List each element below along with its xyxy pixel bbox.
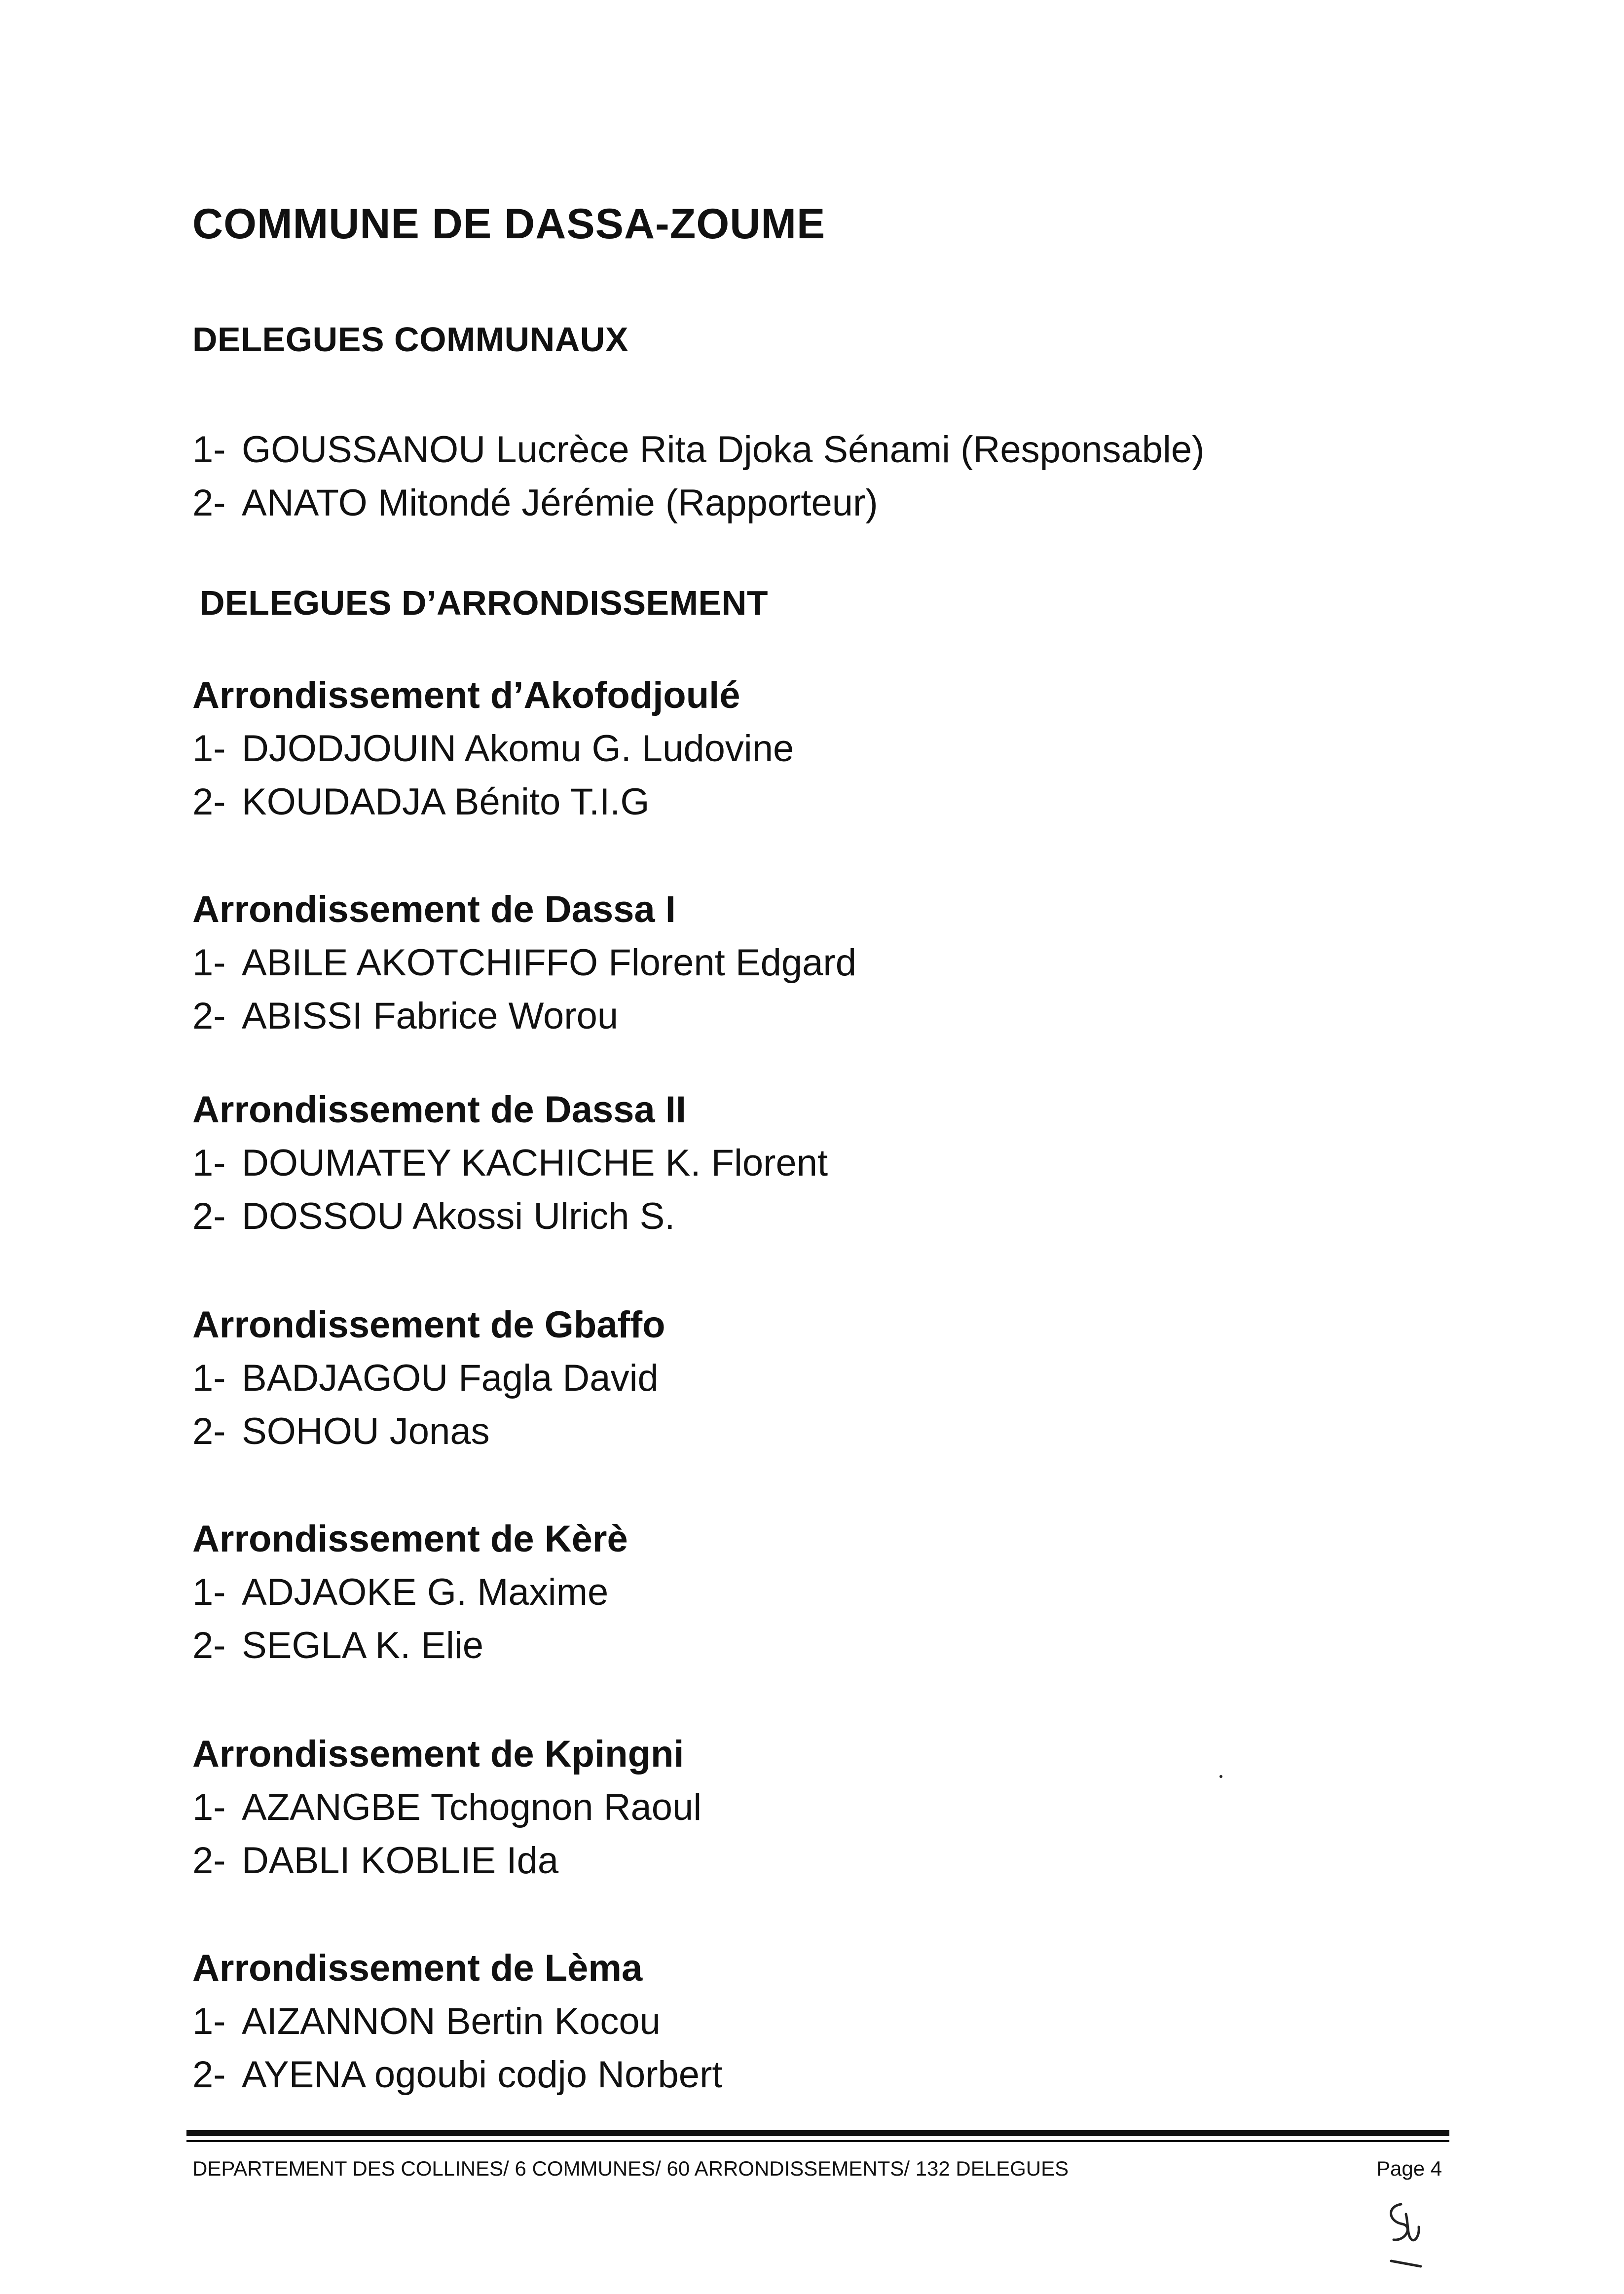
list-item: 1- BADJAGOU Fagla David <box>192 1357 659 1399</box>
list-item: 2- ABISSI Fabrice Worou <box>192 995 619 1037</box>
section-kpingni <box>192 1728 701 1887</box>
list-item: 1- GOUSSANOU Lucrèce Rita Djoka Sénami (Responsable) <box>192 429 1205 471</box>
section-title: Arrondissement d’Akofodjoulé <box>192 674 740 716</box>
arrondissement-delegates-heading: DELEGUES D’ARRONDISSEMENT <box>200 584 769 622</box>
page-number: Page 4 <box>1376 2157 1442 2180</box>
list-item: 2- SEGLA K. Elie <box>192 1625 484 1666</box>
footer-divider-thin <box>186 2140 1449 2142</box>
section-title: Arrondissement de Dassa I <box>192 888 676 930</box>
list-item: 1- ADJAOKE G. Maxime <box>192 1571 609 1613</box>
list-item: 2- SOHOU Jonas <box>192 1410 490 1452</box>
stray-mark <box>1219 1775 1222 1778</box>
footer-divider <box>186 2130 1449 2136</box>
section-title: Arrondissement de Dassa II <box>192 1089 687 1131</box>
list-item: 1- DJODJOUIN Akomu G. Ludovine <box>192 728 794 770</box>
section-gbaffo <box>192 1298 665 1458</box>
signature-icon <box>1371 2194 1440 2273</box>
section-title: Arrondissement de Kèrè <box>192 1518 628 1560</box>
communal-delegates-heading: DELEGUES COMMUNAUX <box>192 320 629 359</box>
list-item: 1- AZANGBE Tchognon Raoul <box>192 1786 702 1828</box>
list-item: 2- KOUDADJA Bénito T.I.G <box>192 781 650 823</box>
list-item: 2- DABLI KOBLIE Ida <box>192 1840 559 1882</box>
section-dassa-2 <box>192 1083 828 1243</box>
section-dassa-1 <box>192 883 856 1043</box>
section-lema <box>192 1942 723 2102</box>
section-title: Arrondissement de Lèma <box>192 1947 643 1989</box>
commune-title: COMMUNE DE DASSA-ZOUME <box>192 200 826 248</box>
list-item: 1- AIZANNON Bertin Kocou <box>192 2000 661 2042</box>
section-title: Arrondissement de Kpingni <box>192 1733 684 1775</box>
list-item: 2- AYENA ogoubi codjo Norbert <box>192 2054 723 2096</box>
list-item: 1- DOUMATEY KACHICHE K. Florent <box>192 1142 828 1184</box>
communal-delegates-list <box>192 423 1204 530</box>
list-item: 2- ANATO Mitondé Jérémie (Rapporteur) <box>192 482 878 524</box>
section-title: Arrondissement de Gbaffo <box>192 1304 665 1346</box>
section-akofodjoule <box>192 669 794 829</box>
section-kere <box>192 1513 628 1672</box>
list-item: 2- DOSSOU Akossi Ulrich S. <box>192 1195 675 1237</box>
footer-text: DEPARTEMENT DES COLLINES/ 6 COMMUNES/ 60 ARRONDISSEMENTS/ 132 DELEGUES <box>192 2157 1069 2180</box>
list-item: 1- ABILE AKOTCHIFFO Florent Edgard <box>192 942 856 984</box>
